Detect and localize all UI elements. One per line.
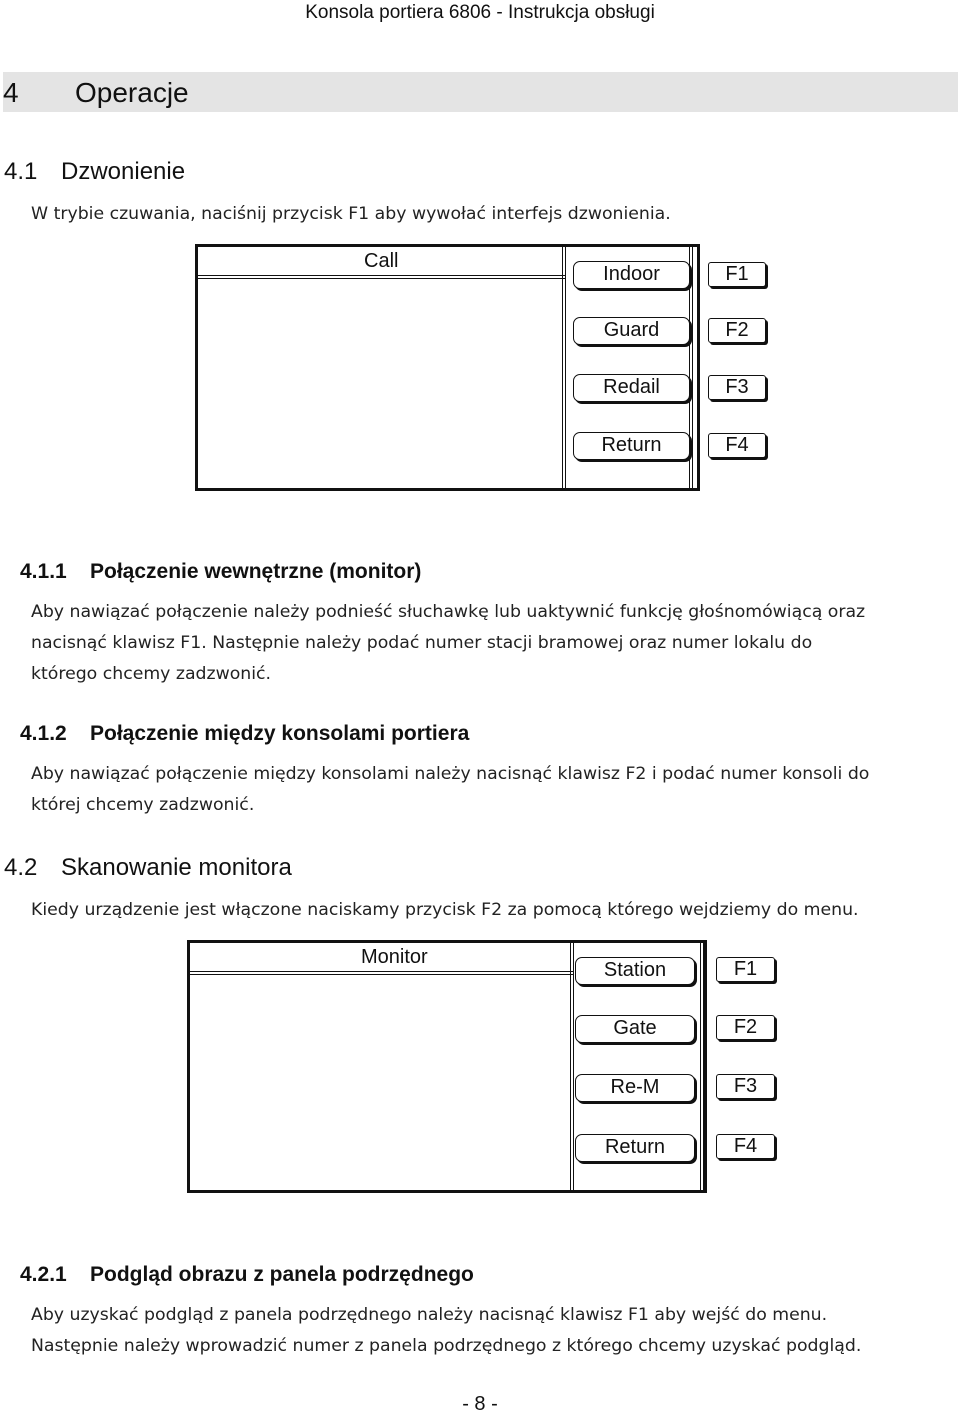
f2-key[interactable]: F2 xyxy=(716,1015,775,1040)
call-screen-title: Call xyxy=(364,250,399,272)
station-button[interactable]: Station xyxy=(575,957,695,985)
section-title: Dzwonienie xyxy=(61,158,186,185)
section-4-1-2-text xyxy=(31,759,869,821)
f3-key[interactable]: F3 xyxy=(716,1074,775,1099)
monitor-screen-diagram xyxy=(187,940,707,1193)
section-number: 4.1.2 xyxy=(20,722,67,745)
section-4-1-1-text xyxy=(31,597,865,690)
call-screen-diagram xyxy=(195,244,700,491)
text-line: Aby nawiązać połączenie należy podnieść słuchawkę lub uaktywnić funkcję głośnomówiącą oraz xyxy=(31,602,866,622)
f4-key[interactable]: F4 xyxy=(708,433,766,458)
title-underline xyxy=(190,971,574,975)
button-column-divider xyxy=(562,247,566,488)
f1-key[interactable]: F1 xyxy=(708,262,766,287)
text-line: nacisnąć klawisz F1. Następnie należy podać numer stacji bramowej oraz numer lokalu do xyxy=(31,633,813,653)
indoor-button[interactable]: Indoor xyxy=(573,261,690,289)
section-title: Skanowanie monitora xyxy=(61,854,292,881)
f3-key[interactable]: F3 xyxy=(708,375,766,400)
guard-button[interactable]: Guard xyxy=(573,317,690,345)
section-4-1-heading xyxy=(4,158,185,186)
button-column-divider xyxy=(570,943,574,1190)
panel-right-inner-border xyxy=(700,943,704,1190)
section-title: Połączenie między konsolami portiera xyxy=(90,722,470,745)
title-underline xyxy=(198,275,566,279)
section-number: 4.2.1 xyxy=(20,1263,67,1286)
return-button[interactable]: Return xyxy=(573,432,690,460)
section-title: Połączenie wewnętrzne (monitor) xyxy=(90,560,422,583)
section-4-2-1-heading xyxy=(20,1263,474,1287)
redail-button[interactable]: Redail xyxy=(573,374,690,402)
text-line: Aby nawiązać połączenie między konsolami należy nacisnąć klawisz F2 i podać numer konsoli do xyxy=(31,764,870,784)
chapter-number: 4 xyxy=(3,77,19,108)
monitor-screen-title: Monitor xyxy=(361,946,428,968)
text-line: Aby uzyskać podgląd z panela podrzędnego należy nacisnąć klawisz F1 aby wejść do menu. xyxy=(31,1305,828,1325)
chapter-title: Operacje xyxy=(75,77,189,108)
section-number: 4.1 xyxy=(4,158,38,185)
section-4-2-heading xyxy=(4,854,292,882)
section-number: 4.2 xyxy=(4,854,38,881)
section-4-1-text: W trybie czuwania, naciśnij przycisk F1 aby wywołać interfejs dzwonienia. xyxy=(31,204,671,224)
document-header: Konsola portiera 6806 - Instrukcja obsługi xyxy=(305,2,655,23)
text-line: której chcemy zadzwonić. xyxy=(31,795,255,815)
re-m-button[interactable]: Re-M xyxy=(575,1074,695,1102)
section-title: Podgląd obrazu z panela podrzędnego xyxy=(90,1263,474,1286)
section-number: 4.1.1 xyxy=(20,560,67,583)
return-button[interactable]: Return xyxy=(575,1134,695,1162)
f2-key[interactable]: F2 xyxy=(708,318,766,343)
gate-button[interactable]: Gate xyxy=(575,1015,695,1043)
page-number: - 8 - xyxy=(462,1393,498,1415)
text-line: Następnie należy wprowadzić numer z panela podrzędnego z którego chcemy uzyskać podgląd. xyxy=(31,1336,862,1356)
section-4-1-1-heading xyxy=(20,560,421,584)
f4-key[interactable]: F4 xyxy=(716,1134,775,1159)
section-4-1-2-heading xyxy=(20,722,469,746)
section-4-2-text: Kiedy urządzenie jest włączone naciskamy przycisk F2 za pomocą którego wejdziemy do menu. xyxy=(31,900,859,920)
section-4-2-1-text xyxy=(31,1300,861,1362)
text-line: którego chcemy zadzwonić. xyxy=(31,664,272,684)
f1-key[interactable]: F1 xyxy=(716,957,775,982)
chapter-heading xyxy=(3,72,958,112)
